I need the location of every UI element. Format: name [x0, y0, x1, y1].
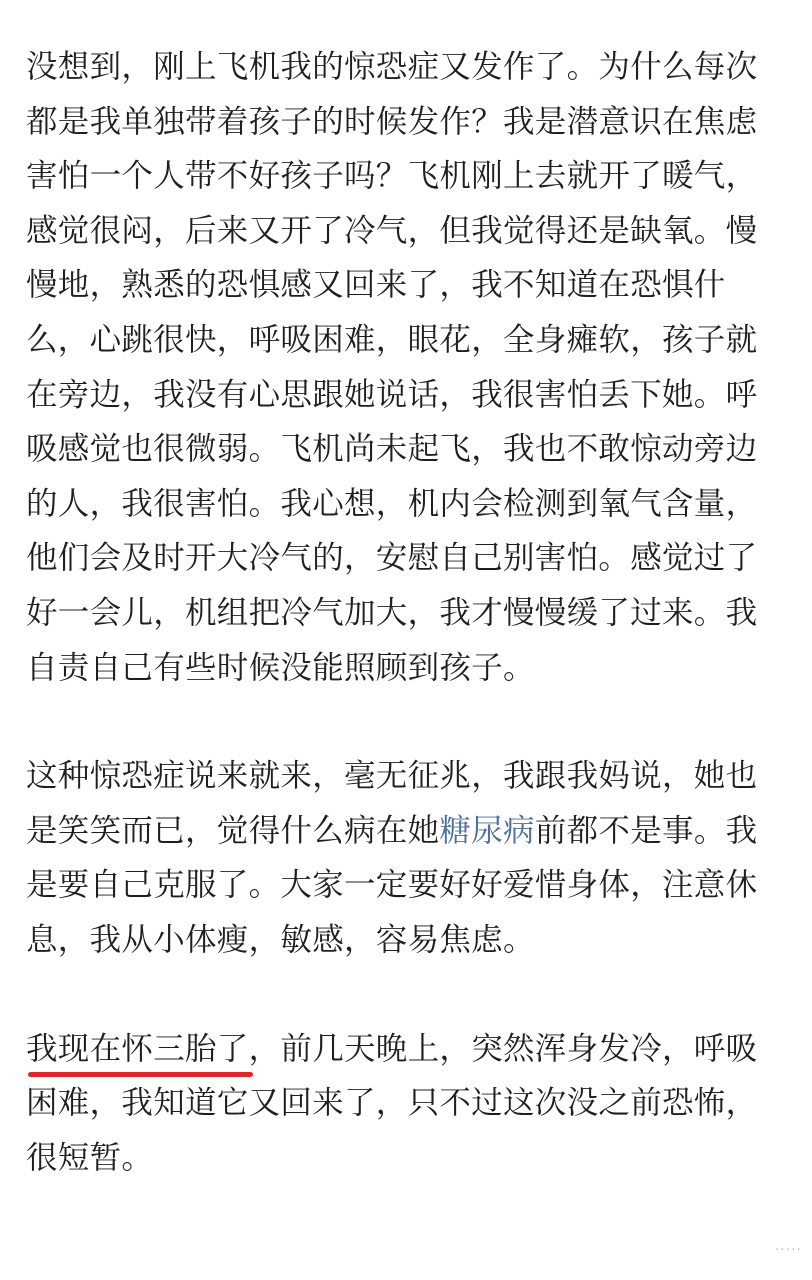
- paragraph-1-text: 没想到，刚上飞机我的惊恐症又发作了。为什么每次都是我单独带着孩子的时候发作？我是潜意识在焦虑害怕一个人带不好孩子吗？飞机刚上去就开了暖气，感觉很闷，后来又开了冷气，但我觉得还是缺氧。慢慢地，熟悉的恐惧感又回来了，我不知道在恐惧什么，心跳很快，呼吸困难，眼花，全身瘫软，孩子就在旁边，我没有心思跟她说话，我很害怕丢下她。呼吸感觉也很微弱。飞机尚未起飞，我也不敢惊动旁边的人，我很害怕。我心想，机内会检测到氧气含量，他们会及时开大冷气的，安慰自己别害怕。感觉过了好一会儿，机组把冷气加大，我才慢慢缓了过来。我自责自己有些时候没能照顾到孩子。: [26, 49, 758, 686]
- paragraph-1: [26, 40, 772, 695]
- paragraph-2: [26, 749, 772, 967]
- highlighted-phrase: 我现在怀三胎了: [26, 1030, 249, 1067]
- paragraph-2-text-after: 前都不是事。我是要自己克服了。大家一定要好好爱惜身体，注意休息，我从小体瘦，敏感，容易焦虑。: [26, 812, 758, 958]
- article-body: [26, 40, 772, 1185]
- paragraph-3: [26, 1022, 772, 1186]
- paragraph-3-text-after: ，前几天晚上，突然浑身发冷，呼吸困难，我知道它又回来了，只不过这次没之前恐怖，很短暂。: [26, 1030, 758, 1176]
- paragraph-2-text-before: 这种惊恐症说来就来，毫无征兆，我跟我妈说，她也是笑笑而已，觉得什么病在她: [26, 758, 758, 849]
- watermark: ·····: [774, 1242, 802, 1258]
- diabetes-link[interactable]: 糖尿病: [439, 812, 535, 849]
